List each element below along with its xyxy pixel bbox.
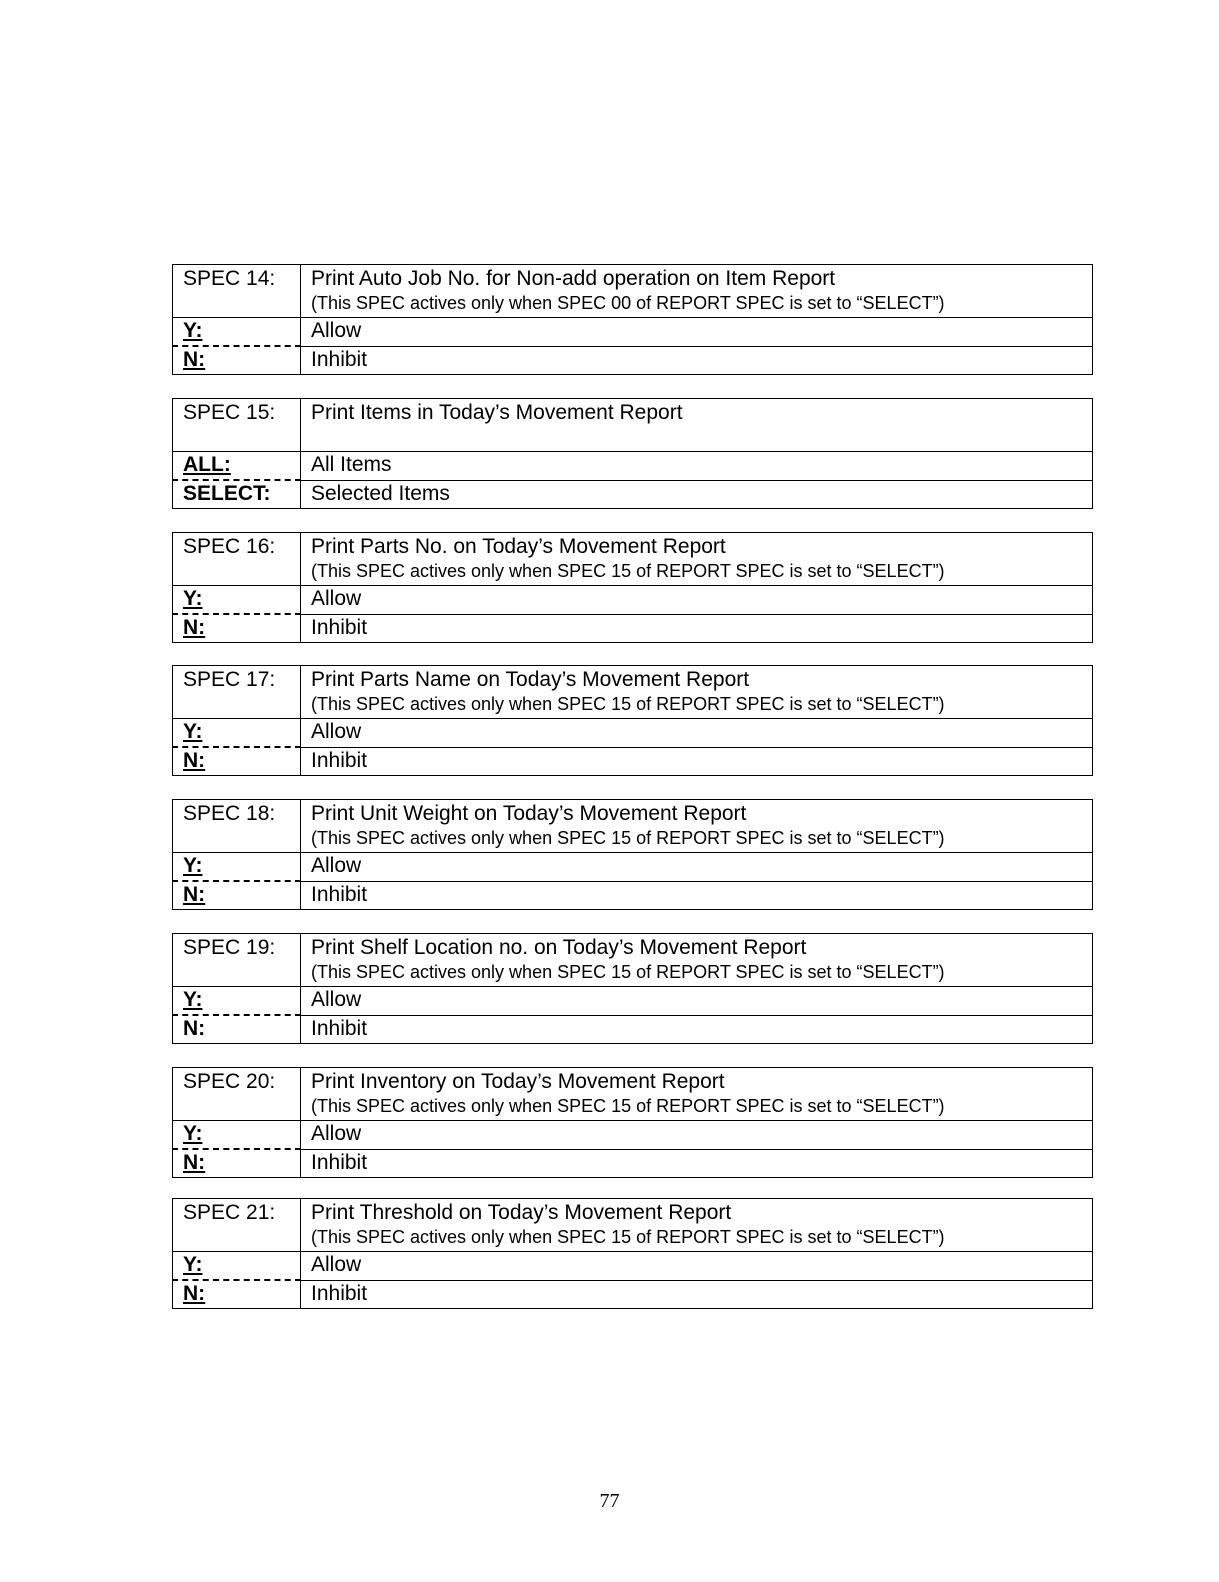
option-row bbox=[173, 853, 1093, 882]
spec-header-row bbox=[173, 1068, 1093, 1121]
spec-table bbox=[172, 799, 1093, 910]
spec-title: Print Shelf Location no. on Today’s Movement Report bbox=[311, 936, 807, 959]
spec-note: (This SPEC actives only when SPEC 15 of REPORT SPEC is set to “SELECT”) bbox=[311, 561, 945, 581]
option-key: N: bbox=[173, 614, 301, 643]
option-row bbox=[173, 987, 1093, 1016]
option-value: Inhibit bbox=[301, 614, 1093, 643]
option-key: SELECT: bbox=[173, 480, 301, 509]
option-value: Allow bbox=[301, 318, 1093, 347]
spec-table bbox=[172, 1198, 1093, 1309]
option-value: Inhibit bbox=[301, 1149, 1093, 1178]
option-value: Allow bbox=[301, 1252, 1093, 1281]
spec-note: (This SPEC actives only when SPEC 15 of REPORT SPEC is set to “SELECT”) bbox=[311, 1227, 945, 1247]
spec-description bbox=[301, 934, 1093, 987]
spec-label: SPEC 19: bbox=[173, 934, 301, 987]
option-value: Allow bbox=[301, 586, 1093, 615]
option-value: Allow bbox=[301, 853, 1093, 882]
spec-title: Print Auto Job No. for Non-add operation on Item Report bbox=[311, 267, 836, 290]
option-key: Y: bbox=[173, 318, 301, 347]
spec-label: SPEC 20: bbox=[173, 1068, 301, 1121]
spec-table bbox=[172, 1067, 1093, 1178]
option-value: Inhibit bbox=[301, 346, 1093, 375]
page-number: 77 bbox=[599, 1490, 620, 1512]
spec-note: (This SPEC actives only when SPEC 00 of REPORT SPEC is set to “SELECT”) bbox=[311, 293, 945, 313]
spec-header-row bbox=[173, 399, 1093, 452]
option-key: Y: bbox=[173, 586, 301, 615]
option-key: N: bbox=[173, 1149, 301, 1178]
option-row bbox=[173, 614, 1093, 643]
option-key: Y: bbox=[173, 987, 301, 1016]
spec-title: Print Threshold on Today’s Movement Report bbox=[311, 1201, 732, 1224]
option-row bbox=[173, 747, 1093, 776]
spec-header-row bbox=[173, 666, 1093, 719]
spec-title: Print Inventory on Today’s Movement Report bbox=[311, 1070, 725, 1093]
spec-description bbox=[301, 533, 1093, 586]
spec-label: SPEC 21: bbox=[173, 1199, 301, 1252]
option-row bbox=[173, 881, 1093, 910]
option-key: Y: bbox=[173, 1252, 301, 1281]
spec-header-row bbox=[173, 934, 1093, 987]
spec-table bbox=[172, 264, 1093, 375]
spec-note bbox=[311, 426, 1092, 448]
option-value: Inhibit bbox=[301, 881, 1093, 910]
spec-note: (This SPEC actives only when SPEC 15 of REPORT SPEC is set to “SELECT”) bbox=[311, 828, 945, 848]
option-value: Allow bbox=[301, 1121, 1093, 1150]
option-row bbox=[173, 1015, 1093, 1044]
spec-description bbox=[301, 1068, 1093, 1121]
spec-title: Print Unit Weight on Today’s Movement Report bbox=[311, 802, 747, 825]
option-row bbox=[173, 1149, 1093, 1178]
option-row bbox=[173, 452, 1093, 481]
option-key: N: bbox=[173, 1280, 301, 1309]
spec-note: (This SPEC actives only when SPEC 15 of REPORT SPEC is set to “SELECT”) bbox=[311, 1096, 945, 1116]
option-key: ALL: bbox=[173, 452, 301, 481]
spec-note: (This SPEC actives only when SPEC 15 of REPORT SPEC is set to “SELECT”) bbox=[311, 694, 945, 714]
option-key: Y: bbox=[173, 853, 301, 882]
spec-label: SPEC 16: bbox=[173, 533, 301, 586]
option-value: Selected Items bbox=[301, 480, 1093, 509]
option-key: Y: bbox=[173, 1121, 301, 1150]
spec-note: (This SPEC actives only when SPEC 15 of REPORT SPEC is set to “SELECT”) bbox=[311, 962, 945, 982]
option-value: Allow bbox=[301, 719, 1093, 748]
spec-header-row bbox=[173, 800, 1093, 853]
spec-title: Print Items in Today’s Movement Report bbox=[311, 401, 683, 424]
spec-title: Print Parts No. on Today’s Movement Report bbox=[311, 535, 726, 558]
spec-table bbox=[172, 398, 1093, 509]
option-row bbox=[173, 318, 1093, 347]
option-key: Y: bbox=[173, 719, 301, 748]
spec-description bbox=[301, 399, 1093, 452]
spec-description bbox=[301, 1199, 1093, 1252]
option-row bbox=[173, 586, 1093, 615]
spec-table bbox=[172, 933, 1093, 1044]
spec-description bbox=[301, 666, 1093, 719]
option-row bbox=[173, 480, 1093, 509]
spec-description bbox=[301, 265, 1093, 318]
option-key: N: bbox=[173, 1015, 301, 1044]
spec-header-row bbox=[173, 265, 1093, 318]
option-value: Inhibit bbox=[301, 747, 1093, 776]
option-row bbox=[173, 346, 1093, 375]
option-value: Inhibit bbox=[301, 1015, 1093, 1044]
option-key: N: bbox=[173, 346, 301, 375]
option-value: All Items bbox=[301, 452, 1093, 481]
option-value: Allow bbox=[301, 987, 1093, 1016]
option-row bbox=[173, 719, 1093, 748]
spec-label: SPEC 18: bbox=[173, 800, 301, 853]
spec-table bbox=[172, 532, 1093, 643]
spec-label: SPEC 17: bbox=[173, 666, 301, 719]
option-key: N: bbox=[173, 881, 301, 910]
spec-description bbox=[301, 800, 1093, 853]
spec-title: Print Parts Name on Today’s Movement Report bbox=[311, 668, 750, 691]
option-key: N: bbox=[173, 747, 301, 776]
spec-header-row bbox=[173, 1199, 1093, 1252]
spec-table bbox=[172, 665, 1093, 776]
option-value: Inhibit bbox=[301, 1280, 1093, 1309]
option-row bbox=[173, 1252, 1093, 1281]
spec-label: SPEC 14: bbox=[173, 265, 301, 318]
spec-label: SPEC 15: bbox=[173, 399, 301, 452]
option-row bbox=[173, 1280, 1093, 1309]
option-row bbox=[173, 1121, 1093, 1150]
spec-header-row bbox=[173, 533, 1093, 586]
